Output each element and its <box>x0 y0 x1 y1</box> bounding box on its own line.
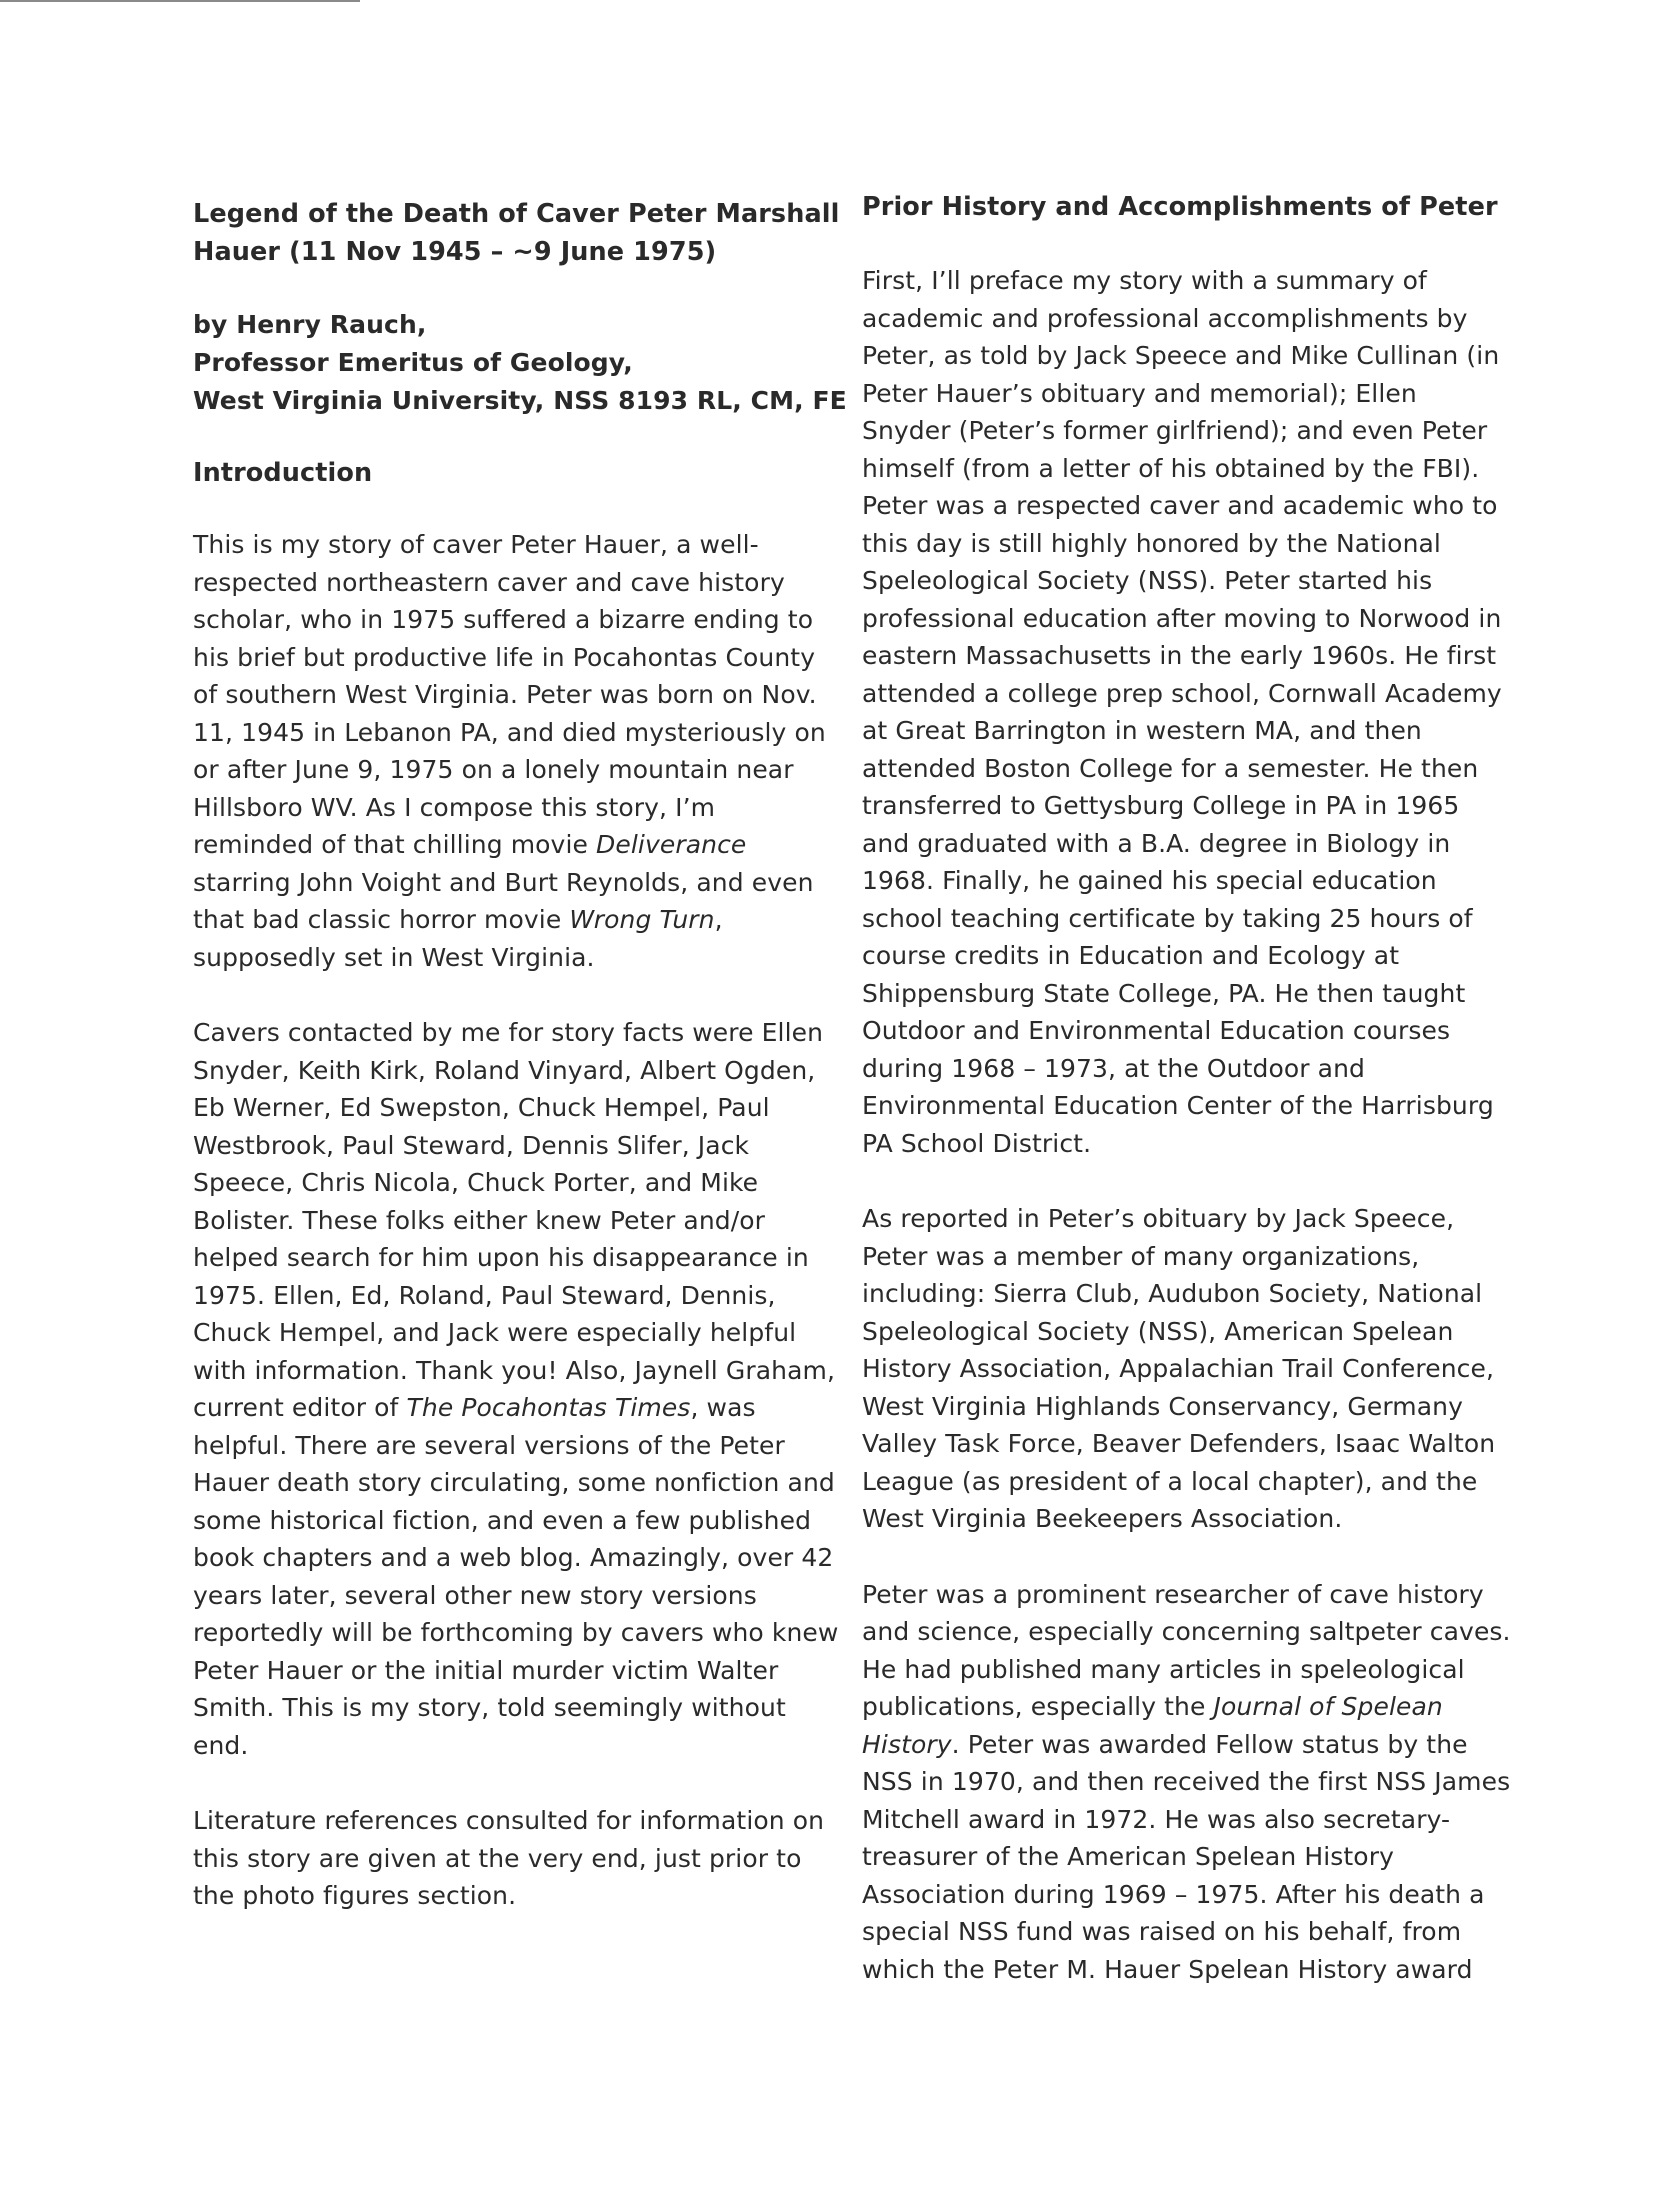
text-run: , supposedly set in West Virginia. <box>193 905 723 972</box>
history-paragraph-1: First, I’ll preface my story with a summary of academic and professional accomplishments by Peter, as told by Jack Speece and Mike Cullinan (in Peter Hauer’s obituary and memorial); Ellen Snyder (Peter’s former girlfriend); and even Peter himself (from a letter of his obtained by the FBI). Peter was a respected caver and academic who to this day is still highly honored by the National Speleological Society (NSS). Peter started his professional education after moving to Norwood in eastern Massachusetts in the early 1960s. He first attended a college prep school, Cornwall Academy at Great Barrington in western MA, and then attended Boston College for a semester. He then transferred to Gettysburg College in PA in 1965 and graduated with a B.A. degree in Biology in 1968. Finally, he gained his special education school teaching certificate by taking 25 hours of course credits in Education and Ecology at Shippensburg State College, PA. He then taught Outdoor and Environmental Education courses during 1968 – 1973, at the Outdoor and Environmental Education Center of the Harrisburg PA School District. <box>862 266 1502 1158</box>
movie-title-deliverance: Deliverance <box>596 830 747 859</box>
movie-title-wrong-turn: Wrong Turn <box>569 905 715 934</box>
text-run: , was helpful. There are several versions of the Peter Hauer death story circulating, some nonfiction and some historical fiction, and even a few published book chapters and a web blog. Amazingly, over 42 years later, several other new story versions reportedly will be forthcoming by cavers who knew Peter Hauer or the initial murder victim Walter Smith. This is my story, told seemingly without end. <box>193 1393 839 1760</box>
text-run: starring John Voight and Burt Reynolds, and even that bad classic horror movie <box>193 867 814 934</box>
history-paragraph-2: As reported in Peter’s obituary by Jack Speece, Peter was a member of many organizations, including: Sierra Club, Audubon Society, National Speleological Society (NSS), American Spelean History Association, Appalachian Trail Conference, West Virginia Highlands Conservancy, Germany Valley Task Force, Beaver Defenders, Isaac Walton League (as president of a local chapter), and the West Virginia Beekeepers Association. <box>862 1204 1496 1533</box>
scan-edge-line <box>0 0 360 2</box>
text-run: This is my story of caver Peter Hauer, a well-respected northeastern caver and cave history scholar, who in 1975 suffered a bizarre ending to his brief but productive life in Pocahontas County of southern West Virginia. Peter was born on Nov. 11, 1945 in Lebanon PA, and died mysteriously on or after June 9, 1975 on a lonely mountain near Hillsboro WV. As I compose this story, I’m reminded of that chilling movie <box>193 530 826 859</box>
history-paragraph-3 <box>862 1576 1512 1989</box>
article-title: Legend of the Death of Caver Peter Marshall Hauer (11 Nov 1945 – ~9 June 1975) <box>193 199 840 267</box>
intro-paragraph-3: Literature references consulted for information on this story are given at the very end, just prior to the photo figures section. <box>193 1806 825 1910</box>
intro-paragraph-1 <box>193 526 843 976</box>
text-run: Cavers contacted by me for story facts were Ellen Snyder, Keith Kirk, Roland Vinyard, Albert Ogden, Eb Werner, Ed Swepston, Chuck Hempel, Paul Westbrook, Paul Steward, Dennis Slifer, Jack Speece, Chris Nicola, Chuck Porter, and Mike Bolister. These folks either knew Peter and/or helped search for him upon his disappearance in 1975. Ellen, Ed, Roland, Paul Steward, Dennis, Chuck Hempel, and Jack were especially helpful with information. Thank you! Also, Jaynell Graham, current editor of <box>193 1018 836 1422</box>
byline <box>193 306 847 420</box>
author-affiliation: West Virginia University, NSS 8193 RL, CM, FE <box>193 386 847 415</box>
journal-title: Journal of Spelean History <box>862 1692 1443 1759</box>
author-position: Professor Emeritus of Geology, <box>193 348 633 377</box>
prior-history-heading: Prior History and Accomplishments of Peter <box>862 192 1498 222</box>
intro-paragraph-2 <box>193 1014 843 1764</box>
newspaper-title: The Pocahontas Times <box>406 1393 691 1422</box>
right-column <box>862 188 1512 2026</box>
author-name: by Henry Rauch, <box>193 310 427 339</box>
left-column <box>193 195 847 1953</box>
text-run: . Peter was awarded Fellow status by the NSS in 1970, and then received the first NSS James Mitchell award in 1972. He was also secretary-treasurer of the American Spelean History Association during 1969 – 1975. After his death a special NSS fund was raised on his behalf, from which the Peter M. Hauer Spelean History award <box>862 1729 1511 1984</box>
introduction-heading: Introduction <box>193 458 373 488</box>
text-run: Peter was a prominent researcher of cave history and science, especially concerning saltpeter caves. He had published many articles in speleological publications, especially the <box>862 1579 1511 1721</box>
